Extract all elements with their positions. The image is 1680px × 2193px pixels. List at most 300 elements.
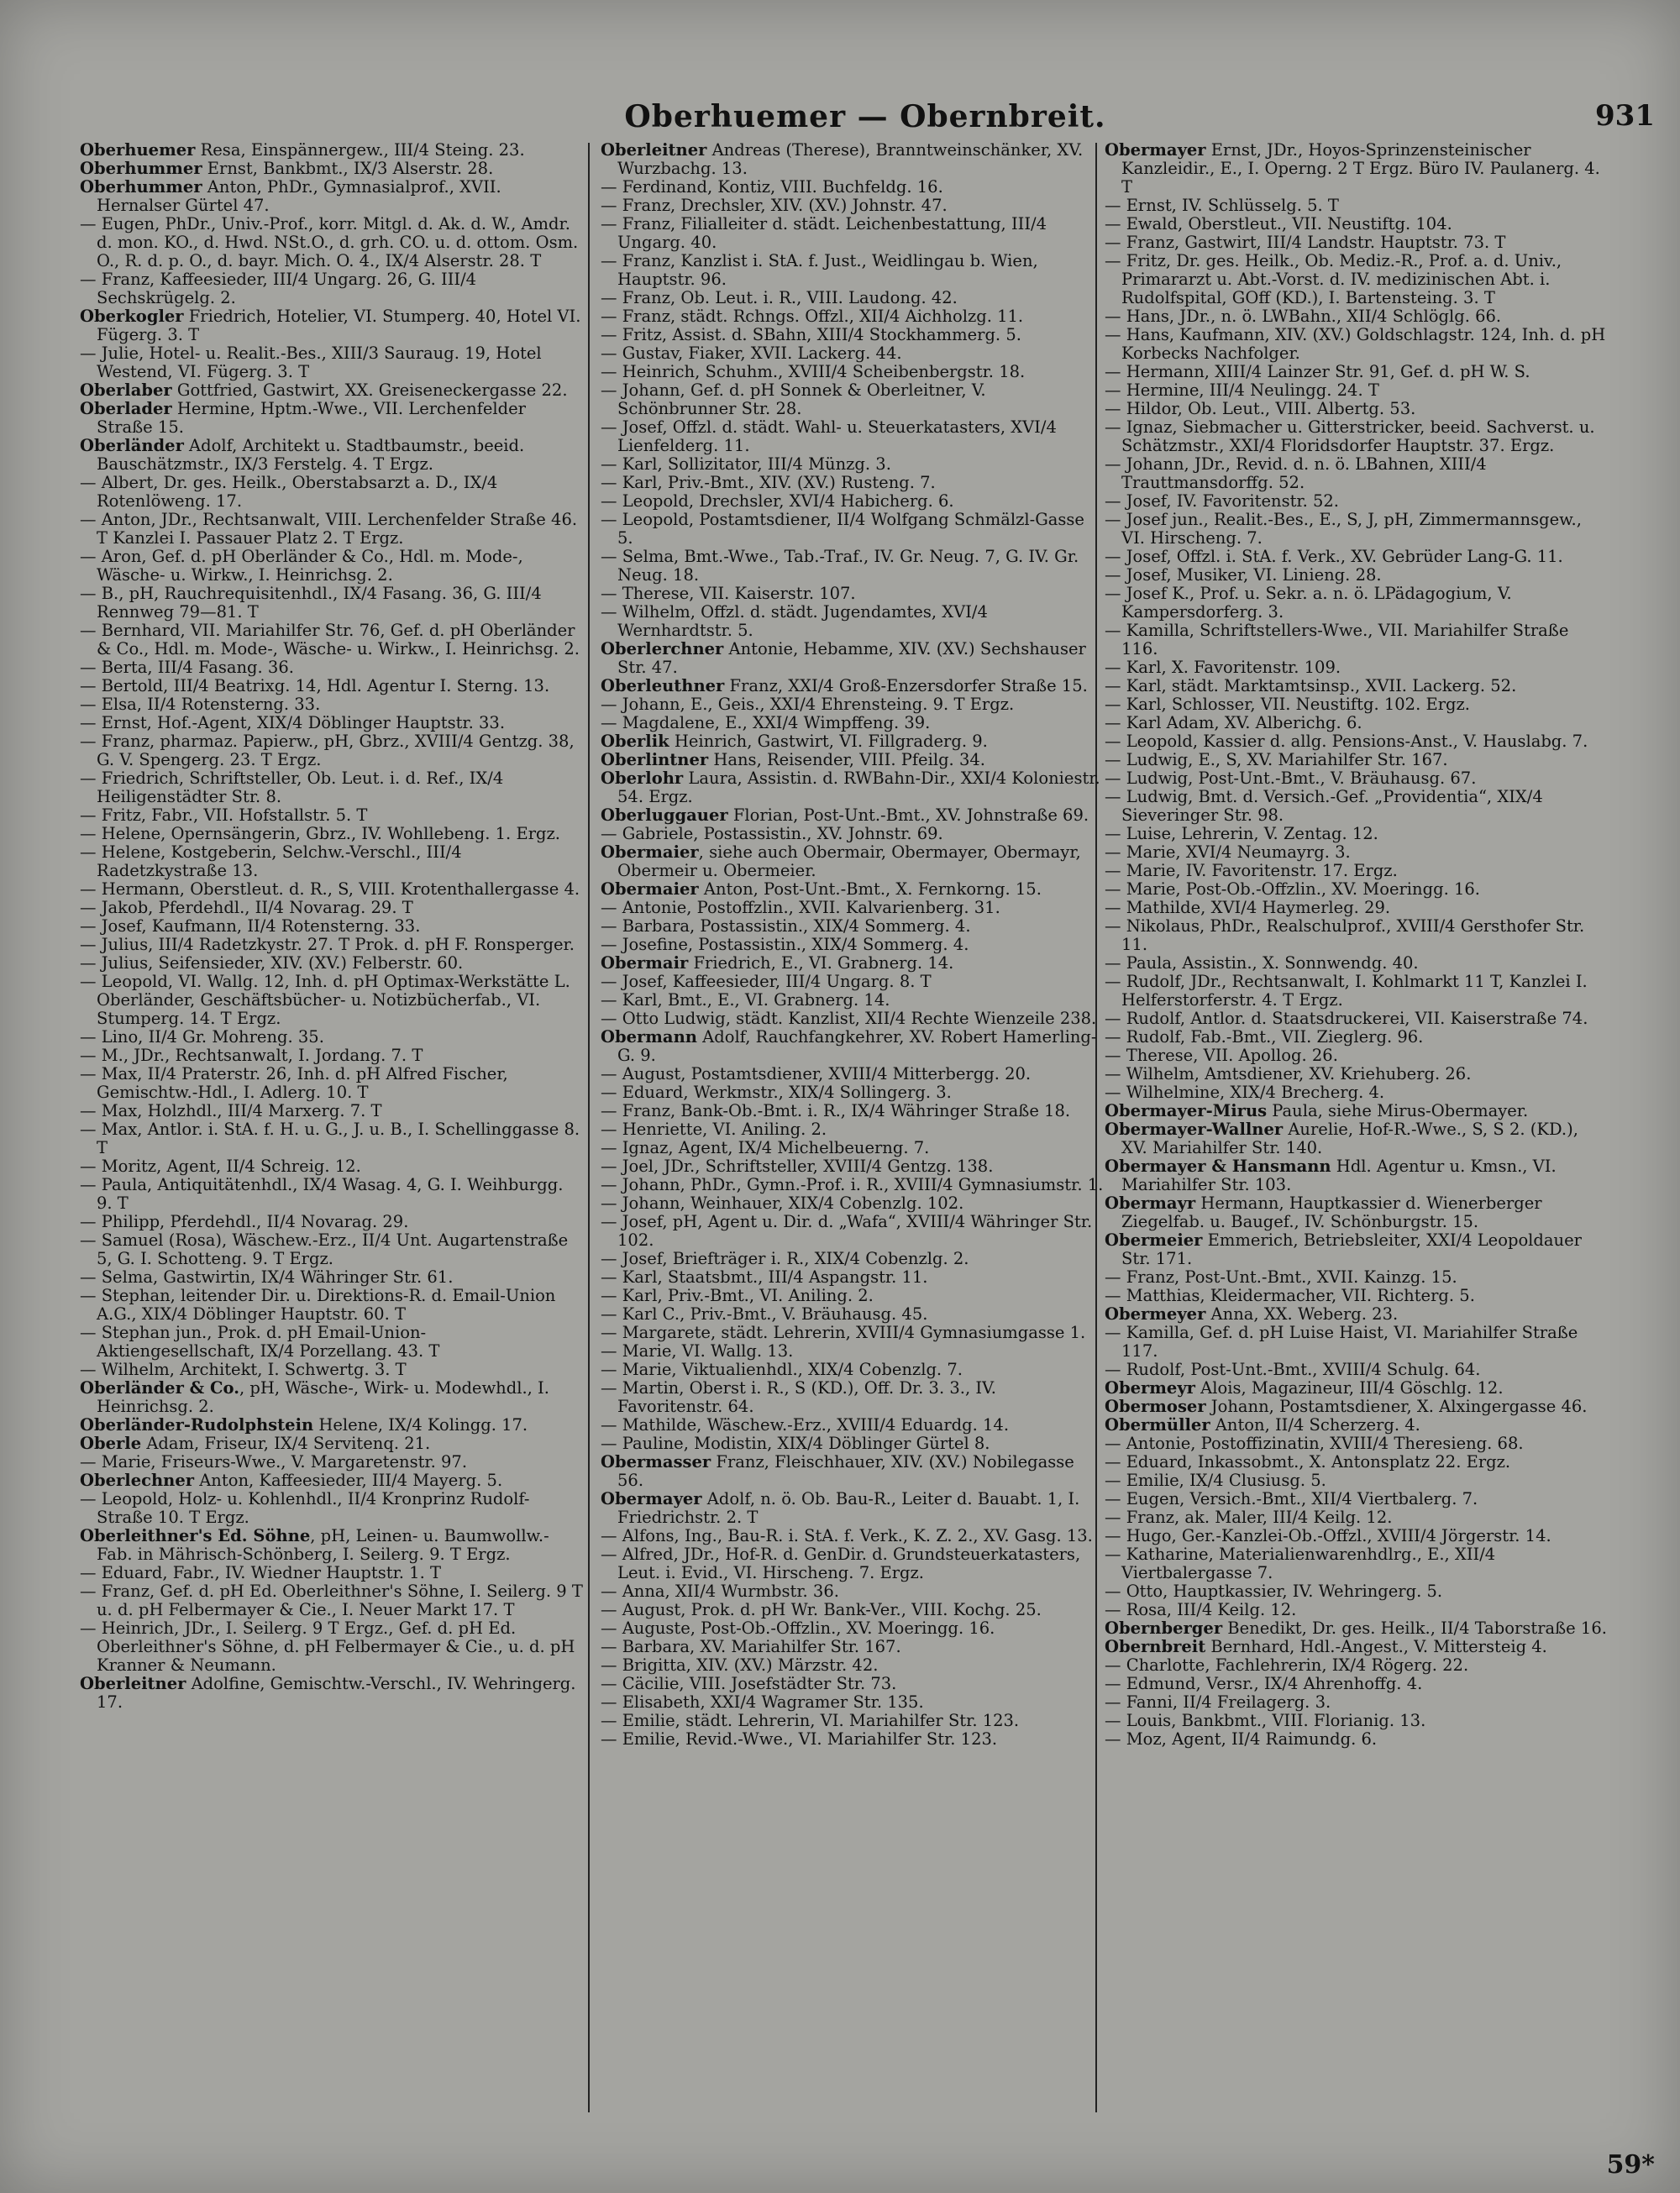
entry-text: — Hugo, Ger.-Kanzlei-Ob.-Offzl., XVIII/4 Jörgerstr. 14. <box>1105 1526 1551 1545</box>
directory-entry <box>601 1010 1105 1028</box>
entry-text: — Therese, VII. Apollog. 26. <box>1105 1046 1338 1065</box>
directory-entry <box>601 714 1105 732</box>
directory-entry <box>80 1472 584 1490</box>
entry-text: — Jakob, Pferdehdl., II/4 Novarag. 29. T <box>80 898 413 917</box>
entry-text: , pH, Leinen- u. Baumwollw.-Fab. in Mährisch-Schönberg, I. Seilerg. 9. T Ergz. <box>97 1526 549 1564</box>
directory-entry <box>601 1712 1105 1730</box>
entry-text: Ernst, Bankbmt., IX/3 Alserstr. 28. <box>202 159 494 178</box>
entry-text: — Stephan, leitender Dir. u. Direktions-R. d. Email-Union A.G., XIX/4 Döblinger Hauptstr. 60. T <box>80 1286 556 1324</box>
entry-text: — Eugen, Versich.-Bmt., XII/4 Viertbalerg. 7. <box>1105 1489 1478 1508</box>
entry-text: — Johann, Weinhauer, XIX/4 Cobenzlg. 102. <box>601 1194 964 1213</box>
directory-entry <box>601 1379 1105 1416</box>
directory-entry <box>601 917 1105 936</box>
entry-text: — Heinrich, JDr., I. Seilerg. 9 T Ergz., Gef. d. pH Ed. Oberleithner's Söhne, d. pH Felbermayer & Cie., u. d. pH Kranner & Neumann. <box>80 1619 575 1675</box>
directory-entry <box>1105 307 1609 326</box>
directory-entry <box>80 917 584 936</box>
entry-surname: Obermasser <box>601 1452 711 1472</box>
directory-entry <box>80 585 584 622</box>
directory-entry <box>1105 1028 1609 1047</box>
entry-text: Friedrich, Hotelier, VI. Stumperg. 40, Hotel VI. Fügerg. 3. T <box>97 307 581 344</box>
entry-text: — Ludwig, E., S, XV. Mariahilfer Str. 167. <box>1105 750 1448 769</box>
entry-text: — B., pH, Rauchrequisitenhdl., IX/4 Fasang. 36, G. III/4 Rennweg 79—81. T <box>80 584 542 622</box>
directory-entry <box>80 769 584 806</box>
entry-text: — Albert, Dr. ges. Heilk., Oberstabsarzt a. D., IX/4 Rotenlöweng. 17. <box>80 473 498 511</box>
entry-text: Adolf, Architekt u. Stadtbaumstr., beeid. Bauschätzmstr., IX/3 Ferstelg. 4. T Ergz. <box>97 436 525 474</box>
entry-text: — Franz, Ob. Leut. i. R., VIII. Laudong. 42. <box>601 288 958 307</box>
running-head: Oberhuemer — Obernbreit. <box>624 99 1106 134</box>
entry-text: — Helene, Opernsängerin, Gbrz., IV. Wohllebeng. 1. Ergz. <box>80 824 560 843</box>
entry-text: Ernst, JDr., Hoyos-Sprinzensteinischer Kanzleidir., E., I. Operng. 2 T Ergz. Büro IV. Paulanerg. 4. T <box>1121 141 1600 197</box>
directory-entry <box>1105 1194 1609 1231</box>
entry-text: Laura, Assistin. d. RWBahn-Dir., XXI/4 Koloniestr. 54. Ergz. <box>617 769 1100 806</box>
entry-text: — Johann, E., Geis., XXI/4 Ehrensteing. 9. T Ergz. <box>601 695 1015 714</box>
entry-text: — Karl, Bmt., E., VI. Grabnerg. 14. <box>601 990 890 1010</box>
entry-text: Franz, XXI/4 Groß-Enzersdorfer Straße 15. <box>724 676 1088 695</box>
directory-entry <box>1105 400 1609 418</box>
directory-entry <box>1105 677 1609 695</box>
directory-entry <box>601 677 1105 695</box>
entry-text: Adolf, n. ö. Ob. Bau-R., Leiter d. Bauabt. 1, I. Friedrichstr. 2. T <box>617 1489 1080 1527</box>
directory-entry <box>80 1028 584 1047</box>
directory-entry <box>80 474 584 511</box>
entry-text: — Josef, pH, Agent u. Dir. d. „Wafa“, XVIII/4 Währinger Str. 102. <box>601 1212 1093 1250</box>
directory-entry <box>601 1102 1105 1120</box>
directory-entry <box>80 511 584 548</box>
entry-surname: Oberhummer <box>80 159 202 178</box>
entry-text: Emmerich, Betriebsleiter, XXI/4 Leopoldauer Str. 171. <box>1121 1230 1582 1268</box>
directory-entry <box>80 1361 584 1379</box>
directory-entry <box>601 1435 1105 1453</box>
entry-text: Adolf, Rauchfangkehrer, XV. Robert Hamerling-G. 9. <box>617 1027 1097 1065</box>
directory-entry <box>1105 751 1609 769</box>
column-2 <box>601 141 1105 2115</box>
directory-entry <box>601 1324 1105 1342</box>
entry-surname: Oberländer-Rudolphstein <box>80 1415 314 1435</box>
entry-text: — Stephan jun., Prok. d. pH Email-Union-Aktiengesellschaft, IX/4 Porzellang. 43. T <box>80 1323 440 1361</box>
entry-text: — Josef K., Prof. u. Sekr. a. n. ö. LPädagogium, V. Kampersdorferg. 3. <box>1105 584 1512 622</box>
entry-text: — Kamilla, Gef. d. pH Luise Haist, VI. Mariahilfer Straße 117. <box>1105 1323 1578 1361</box>
entry-surname: Oberlerchner <box>601 639 724 658</box>
directory-entry <box>80 178 584 215</box>
entry-text: — Aron, Gef. d. pH Oberländer & Co., Hdl. m. Mode-, Wäsche- u. Wirkw., I. Heinrichsg. 2. <box>80 547 523 585</box>
directory-entry <box>601 492 1105 511</box>
directory-entry <box>80 825 584 843</box>
entry-text: — Antonie, Postoffizinatin, XVIII/4 Theresieng. 68. <box>1105 1434 1524 1453</box>
entry-surname: Oberluggauer <box>601 805 728 825</box>
entry-text: — Joel, JDr., Schriftsteller, XVIII/4 Gentzg. 138. <box>601 1157 994 1176</box>
entry-text: — Matthias, Kleidermacher, VII. Richterg. 5. <box>1105 1286 1475 1305</box>
sheet-signature: 59* <box>1606 2150 1655 2180</box>
entry-text: — Barbara, Postassistin., XIX/4 Sommerg. 4. <box>601 916 971 936</box>
entry-text: — Anton, JDr., Rechtsanwalt, VIII. Lerchenfelder Straße 46. T Kanzlei I. Passauer Platz 2. T Ergz. <box>80 510 578 548</box>
entry-text: — Leopold, VI. Wallg. 12, Inh. d. pH Optimax-Werkstätte L. Oberländer, Geschäftsbücher- u. Notizbücherfab., VI. Stumperg. 14. T Ergz. <box>80 972 570 1028</box>
directory-entry <box>601 363 1105 381</box>
entry-text: — Franz, pharmaz. Papierw., pH, Gbrz., XVIII/4 Gentzg. 38, G. V. Spengerg. 23. T Ergz. <box>80 732 575 769</box>
directory-entry <box>601 806 1105 825</box>
directory-entry <box>1105 825 1609 843</box>
directory-entry <box>601 1250 1105 1268</box>
entry-text: — Kamilla, Schriftstellers-Wwe., VII. Mariahilfer Straße 116. <box>1105 621 1569 658</box>
entry-text: — Friedrich, Schriftsteller, Ob. Leut. i. d. Ref., IX/4 Heiligenstädter Str. 8. <box>80 769 504 806</box>
entry-text: Andreas (Therese), Branntweinschänker, XV. Wurzbachg. 13. <box>617 141 1084 178</box>
entry-text: Anton, II/4 Scherzerg. 4. <box>1210 1415 1420 1435</box>
entry-text: Florian, Post-Unt.-Bmt., XV. Johnstraße 69. <box>727 805 1089 825</box>
directory-entry <box>80 1287 584 1324</box>
directory-entry <box>1105 326 1609 363</box>
entry-text: — Henriette, VI. Aniling. 2. <box>601 1120 827 1139</box>
entry-text: — Gabriele, Postassistin., XV. Johnstr. 69. <box>601 824 943 843</box>
entry-text: — Marie, XVI/4 Neumayrg. 3. <box>1105 842 1351 862</box>
directory-entry <box>1105 1527 1609 1545</box>
directory-entry <box>80 677 584 695</box>
entry-text: — Max, II/4 Praterstr. 26, Inh. d. pH Alfred Fischer, Gemischtw.-Hdl., I. Adlerg. 10. T <box>80 1064 508 1102</box>
entry-text: — Karl, Priv.-Bmt., XIV. (XV.) Rusteng. 7. <box>601 473 936 492</box>
entry-text: Adolfine, Gemischtw.-Verschl., IV. Wehringerg. 17. <box>97 1674 576 1712</box>
entry-text: — Johann, JDr., Revid. d. n. ö. LBahnen, XIII/4 Trauttmansdorffg. 52. <box>1105 454 1487 492</box>
directory-entry <box>601 1453 1105 1490</box>
directory-entry <box>1105 1398 1609 1416</box>
directory-entry <box>1105 418 1609 455</box>
directory-entry <box>1105 1675 1609 1693</box>
entry-text: — Karl, städt. Marktamtsinsp., XVII. Lackerg. 52. <box>1105 676 1517 695</box>
entry-text: — Wilhelm, Architekt, I. Schwertg. 3. T <box>80 1360 407 1379</box>
entry-text: — Franz, Drechsler, XIV. (XV.) Johnstr. 47. <box>601 196 948 215</box>
directory-entry <box>601 1176 1105 1194</box>
directory-entry <box>1105 1047 1609 1065</box>
directory-entry <box>1105 363 1609 381</box>
entry-text: — Margarete, städt. Lehrerin, XVIII/4 Gymnasiumgasse 1. <box>601 1323 1086 1342</box>
entry-text: — Otto Ludwig, städt. Kanzlist, XII/4 Rechte Wienzeile 238. <box>601 1009 1097 1028</box>
directory-entry <box>80 1157 584 1176</box>
entry-text: Heinrich, Gastwirt, VI. Fillgraderg. 9. <box>669 732 988 751</box>
directory-entry <box>1105 1416 1609 1435</box>
entry-text: — August, Prok. d. pH Wr. Bank-Ver., VIII. Kochg. 25. <box>601 1600 1042 1619</box>
entry-text: Franz, Fleischhauer, XIV. (XV.) Nobilegasse 56. <box>617 1452 1074 1490</box>
entry-text: — Karl, Staatsbmt., III/4 Aspangstr. 11. <box>601 1267 928 1287</box>
directory-entry <box>80 1564 584 1582</box>
entry-text: — Leopold, Kassier d. allg. Pensions-Anst., V. Hauslabg. 7. <box>1105 732 1588 751</box>
entry-text: Hans, Reisender, VIII. Pfeilg. 34. <box>708 750 985 769</box>
entry-text: — Ewald, Oberstleut., VII. Neustiftg. 104. <box>1105 214 1452 233</box>
entry-text: — Leopold, Postamtsdiener, II/4 Wolfgang Schmälzl-Gasse 5. <box>601 510 1084 548</box>
directory-entry <box>1105 1582 1609 1601</box>
entry-surname: Oberhuemer <box>80 141 196 160</box>
entry-text: — Nikolaus, PhDr., Realschulprof., XVIII/4 Gersthofer Str. 11. <box>1105 916 1585 954</box>
directory-entry <box>601 1213 1105 1250</box>
directory-entry <box>1105 788 1609 825</box>
entry-text: — Josef, Offzl. i. StA. f. Verk., XV. Gebrüder Lang-G. 11. <box>1105 547 1563 566</box>
entry-text: — Josef, Offzl. d. städt. Wahl- u. Steuerkatasters, XVI/4 Lienfelderg. 11. <box>601 417 1057 455</box>
directory-entry <box>601 1638 1105 1656</box>
directory-entry <box>80 658 584 677</box>
directory-entry <box>80 1416 584 1435</box>
directory-entry <box>601 1028 1105 1065</box>
entry-text: — Wilhelm, Offzl. d. städt. Jugendamtes, XVI/4 Wernhardtstr. 5. <box>601 602 988 640</box>
directory-entry <box>601 1139 1105 1157</box>
entry-surname: Obermüller <box>1105 1415 1210 1435</box>
directory-entry <box>601 1619 1105 1638</box>
entry-text: — Auguste, Post-Ob.-Offzlin., XV. Moeringg. 16. <box>601 1619 995 1638</box>
entry-text: Hermann, Hauptkassier d. Wienerberger Ziegelfab. u. Baugef., IV. Schönburgstr. 15. <box>1121 1194 1542 1231</box>
directory-entry <box>80 381 584 400</box>
directory-entry <box>601 1361 1105 1379</box>
directory-entry <box>601 1305 1105 1324</box>
directory-entry <box>80 1619 584 1675</box>
directory-entry <box>601 178 1105 197</box>
entry-surname: Oberle <box>80 1434 142 1453</box>
entry-text: — Rudolf, Fab.-Bmt., VII. Zieglerg. 96. <box>1105 1027 1424 1047</box>
entry-text: — Marie, VI. Wallg. 13. <box>601 1341 794 1361</box>
entry-text: — Eduard, Inkassobmt., X. Antonsplatz 22. Ergz. <box>1105 1452 1511 1472</box>
entry-text: — Therese, VII. Kaiserstr. 107. <box>601 584 856 603</box>
entry-text: — Karl C., Priv.-Bmt., V. Bräuhausg. 45. <box>601 1304 928 1324</box>
entry-text: — Katharine, Materialienwarenhdlrg., E., XII/4 Viertbalergasse 7. <box>1105 1545 1496 1582</box>
directory-entry <box>1105 548 1609 566</box>
entry-text: — Franz, Bank-Ob.-Bmt. i. R., IX/4 Währinger Straße 18. <box>601 1101 1071 1120</box>
directory-entry <box>80 1435 584 1453</box>
entry-surname: Oberlohr <box>601 769 684 788</box>
entry-text: Antonie, Hebamme, XIV. (XV.) Sechshauser Str. 47. <box>617 639 1086 677</box>
entry-text: — Rosa, III/4 Keilg. 12. <box>1105 1600 1297 1619</box>
entry-text: — Luise, Lehrerin, V. Zentag. 12. <box>1105 824 1378 843</box>
directory-entry <box>1105 1120 1609 1157</box>
entry-text: — Marie, IV. Favoritenstr. 17. Ergz. <box>1105 861 1398 880</box>
directory-entry <box>601 418 1105 455</box>
entry-text: — Paula, Antiquitätenhdl., IX/4 Wasag. 4, G. I. Weihburgg. 9. T <box>80 1175 564 1213</box>
entry-surname: Oberlechner <box>80 1471 195 1490</box>
entry-text: — Josef, IV. Favoritenstr. 52. <box>1105 491 1340 511</box>
entry-text: — Berta, III/4 Fasang. 36. <box>80 658 294 677</box>
entry-text: Anton, Post-Unt.-Bmt., X. Fernkorng. 15. <box>698 879 1042 899</box>
directory-entry <box>601 1527 1105 1545</box>
entry-text: Adam, Friseur, IX/4 Servitenq. 21. <box>141 1434 431 1453</box>
entry-text: — Magdalene, E., XXI/4 Wimpffeng. 39. <box>601 713 931 732</box>
directory-entry <box>80 548 584 585</box>
directory-entry <box>601 1194 1105 1213</box>
entry-text: — Anna, XII/4 Wurmbstr. 36. <box>601 1582 839 1601</box>
directory-entry <box>601 344 1105 363</box>
entry-text: — Fritz, Fabr., VII. Hofstallstr. 5. T <box>80 805 368 825</box>
entry-text: — Josefine, Postassistin., XIX/4 Sommerg. 4. <box>601 935 969 954</box>
directory-entry <box>1105 1361 1609 1379</box>
directory-entry <box>601 732 1105 751</box>
directory-entry <box>80 1453 584 1472</box>
directory-entry <box>1105 917 1609 954</box>
entry-text: — Franz, Post-Unt.-Bmt., XVII. Kainzg. 15. <box>1105 1267 1457 1287</box>
entry-text: — Selma, Bmt.-Wwe., Tab.-Traf., IV. Gr. Neug. 7, G. IV. Gr. Neug. 18. <box>601 547 1079 585</box>
entry-text: Anna, XX. Weberg. 23. <box>1205 1304 1399 1324</box>
entry-surname: Obermayer-Wallner <box>1105 1120 1284 1139</box>
entry-text: — Ferdinand, Kontiz, VIII. Buchfeldg. 16. <box>601 177 943 197</box>
entry-text: — Elsa, II/4 Rotensterng. 33. <box>80 695 321 714</box>
directory-entry <box>1105 1435 1609 1453</box>
entry-text: , pH, Wäsche-, Wirk- u. Modewhdl., I. Heinrichsg. 2. <box>97 1378 549 1416</box>
entry-text: — Elisabeth, XXI/4 Wagramer Str. 135. <box>601 1692 924 1712</box>
directory-entry <box>601 1675 1105 1693</box>
entry-text: — Eduard, Werkmstr., XIX/4 Sollingerg. 3. <box>601 1083 952 1102</box>
directory-entry <box>1105 658 1609 677</box>
entry-surname: Oberhummer <box>80 177 202 197</box>
entry-surname: Obermayr <box>1105 1194 1196 1213</box>
directory-entry <box>80 695 584 714</box>
directory-entry <box>80 1231 584 1268</box>
directory-entry <box>1105 1712 1609 1730</box>
entry-text: — Barbara, XV. Mariahilfer Str. 167. <box>601 1637 901 1656</box>
entry-surname: Obermayer & Hansmann <box>1105 1157 1331 1176</box>
directory-entry <box>601 973 1105 991</box>
directory-entry <box>601 603 1105 640</box>
directory-entry <box>1105 1508 1609 1527</box>
directory-entry <box>601 1545 1105 1582</box>
entry-surname: Oberländer <box>80 436 184 455</box>
directory-entry <box>80 400 584 437</box>
directory-entry <box>1105 511 1609 548</box>
entry-text: — Fanni, II/4 Freilagerg. 3. <box>1105 1692 1331 1712</box>
directory-entry <box>601 1120 1105 1139</box>
directory-entry <box>601 899 1105 917</box>
entry-text: — August, Postamtsdiener, XVIII/4 Mitterbergg. 20. <box>601 1064 1032 1083</box>
directory-entry <box>601 252 1105 289</box>
directory-entry <box>1105 1656 1609 1675</box>
entry-text: — Selma, Gastwirtin, IX/4 Währinger Str. 61. <box>80 1267 454 1287</box>
entry-text: — Antonie, Postoffzlin., XVII. Kalvarienberg. 31. <box>601 898 1000 917</box>
entry-text: Gottfried, Gastwirt, XX. Greiseneckergasse 22. <box>171 380 568 400</box>
directory-entry <box>601 843 1105 880</box>
entry-text: Benedikt, Dr. ges. Heilk., II/4 Taborstraße 16. <box>1222 1619 1607 1638</box>
page-number: 931 <box>1595 99 1655 133</box>
directory-entry <box>601 1342 1105 1361</box>
entry-surname: Obermann <box>601 1027 697 1047</box>
entry-text: — Leopold, Drechsler, XVI/4 Habicherg. 6. <box>601 491 954 511</box>
directory-entry <box>601 825 1105 843</box>
directory-entry <box>1105 1545 1609 1582</box>
directory-entry <box>1105 1324 1609 1361</box>
directory-entry <box>601 585 1105 603</box>
directory-entry <box>1105 585 1609 622</box>
directory-entry <box>1105 843 1609 862</box>
directory-entry <box>80 1268 584 1287</box>
directory-entry <box>1105 1065 1609 1083</box>
directory-entry <box>601 1416 1105 1435</box>
entry-text: — Franz, Gastwirt, III/4 Landstr. Hauptstr. 73. T <box>1105 233 1506 252</box>
entry-text: — Alfons, Ing., Bau-R. i. StA. f. Verk., K. Z. 2., XV. Gasg. 13. <box>601 1526 1093 1545</box>
directory-entry <box>80 806 584 825</box>
entry-surname: Obermayer-Mirus <box>1105 1101 1268 1120</box>
entry-text: — Emilie, städt. Lehrerin, VI. Mariahilfer Str. 123. <box>601 1711 1020 1730</box>
entry-text: — Rudolf, Antlor. d. Staatsdruckerei, VII. Kaiserstraße 74. <box>1105 1009 1588 1028</box>
directory-entry <box>601 954 1105 973</box>
directory-entry <box>80 1065 584 1102</box>
entry-text: — Louis, Bankbmt., VIII. Florianig. 13. <box>1105 1711 1426 1730</box>
directory-entry <box>1105 1730 1609 1749</box>
entry-text: — Marie, Post-Ob.-Offzlin., XV. Moeringg. 16. <box>1105 879 1480 899</box>
directory-entry <box>601 548 1105 585</box>
entry-text: — Josef, Briefträger i. R., XIX/4 Cobenzlg. 2. <box>601 1249 969 1268</box>
entry-text: — Josef, Musiker, VI. Linieng. 28. <box>1105 565 1382 585</box>
entry-surname: Obermaier <box>601 879 699 899</box>
entry-text: — Josef jun., Realit.-Bes., E., S, J, pH, Zimmermannsgew., VI. Hirscheng. 7. <box>1105 510 1582 548</box>
entry-surname: Obermayer <box>601 1489 702 1508</box>
entry-text: — Bertold, III/4 Beatrixg. 14, Hdl. Agentur I. Sterng. 13. <box>80 676 550 695</box>
entry-text: Hdl. Agentur u. Kmsn., VI. Mariahilfer Str. 103. <box>1121 1157 1557 1194</box>
entry-text: — Hans, JDr., n. ö. LWBahn., XII/4 Schlöglg. 66. <box>1105 307 1502 326</box>
directory-entry <box>80 437 584 474</box>
entry-text: — Leopold, Holz- u. Kohlenhdl., II/4 Kronprinz Rudolf-Straße 10. T Ergz. <box>80 1489 530 1527</box>
directory-entry <box>80 899 584 917</box>
entry-text: — Karl, Schlosser, VII. Neustiftg. 102. Ergz. <box>1105 695 1470 714</box>
entry-surname: Oberlik <box>601 732 669 751</box>
entry-text: — Emilie, Revid.-Wwe., VI. Mariahilfer Str. 123. <box>601 1729 998 1749</box>
directory-entry <box>80 1582 584 1619</box>
entry-text: — Heinrich, Schuhm., XVIII/4 Scheibenbergstr. 18. <box>601 362 1026 381</box>
entry-text: — Brigitta, XIV. (XV.) Märzstr. 42. <box>601 1655 879 1675</box>
directory-entry <box>1105 973 1609 1010</box>
directory-entry <box>80 307 584 344</box>
entry-surname: Oberlaber <box>80 380 172 400</box>
directory-entry <box>80 215 584 270</box>
entry-text: — Marie, Friseurs-Wwe., V. Margaretenstr. 97. <box>80 1452 468 1472</box>
entry-text: , siehe auch Obermair, Obermayer, Obermayr, Obermeir u. Obermeier. <box>617 842 1081 880</box>
directory-entry <box>1105 1010 1609 1028</box>
entry-text: — Hans, Kaufmann, XIV. (XV.) Goldschlagstr. 124, Inh. d. pH Korbecks Nachfolger. <box>1105 325 1606 363</box>
directory-entry <box>601 289 1105 307</box>
entry-surname: Obermoser <box>1105 1397 1206 1416</box>
entry-text: — Josef, Kaufmann, II/4 Rotensterng. 33. <box>80 916 421 936</box>
directory-entry <box>1105 1083 1609 1102</box>
column-1 <box>80 141 584 2115</box>
directory-entry <box>80 1047 584 1065</box>
entry-text: Resa, Einspännergew., III/4 Steing. 23. <box>195 141 525 160</box>
directory-entry <box>601 769 1105 806</box>
entry-text: — Karl, X. Favoritenstr. 109. <box>1105 658 1341 677</box>
entry-text: Hermine, Hptm.-Wwe., VII. Lerchenfelder Straße 15. <box>97 399 526 437</box>
directory-entry <box>601 880 1105 899</box>
entry-text: — Ignaz, Agent, IX/4 Michelbeuerng. 7. <box>601 1138 930 1157</box>
entry-surname: Obernbreit <box>1105 1637 1206 1656</box>
entry-text: — Ernst, Hof.-Agent, XIX/4 Döblinger Hauptstr. 33. <box>80 713 506 732</box>
directory-entry <box>1105 1619 1609 1638</box>
directory-entry <box>1105 492 1609 511</box>
directory-entry <box>1105 1102 1609 1120</box>
directory-entry <box>1105 732 1609 751</box>
directory-entry <box>80 936 584 954</box>
entry-text: Paula, siehe Mirus-Obermayer. <box>1267 1101 1529 1120</box>
entry-text: — Paula, Assistin., X. Sonnwendg. 40. <box>1105 953 1419 973</box>
entry-text: — Cäcilie, VIII. Josefstädter Str. 73. <box>601 1674 897 1693</box>
entry-text: — Charlotte, Fachlehrerin, IX/4 Rögerg. 22. <box>1105 1655 1469 1675</box>
entry-text: — Wilhelm, Amtsdiener, XV. Kriehuberg. 26. <box>1105 1064 1472 1083</box>
directory-entry <box>601 307 1105 326</box>
entry-text: — M., JDr., Rechtsanwalt, I. Jordang. 7. T <box>80 1046 423 1065</box>
directory-entry <box>1105 954 1609 973</box>
entry-text: — Julius, III/4 Radetzkystr. 27. T Prok. d. pH F. Ronsperger. <box>80 935 575 954</box>
entry-text: — Johann, Gef. d. pH Sonnek & Oberleitner, V. Schönbrunner Str. 28. <box>601 380 986 418</box>
directory-entry <box>80 1527 584 1564</box>
entry-surname: Obermeyer <box>1105 1304 1206 1324</box>
directory-entry <box>80 1675 584 1712</box>
entry-text: — Emilie, IX/4 Clusiusg. 5. <box>1105 1471 1326 1490</box>
entry-text: — Otto, Hauptkassier, IV. Wehringerg. 5. <box>1105 1582 1443 1601</box>
directory-entry <box>1105 1693 1609 1712</box>
directory-entry <box>80 1379 584 1416</box>
directory-entry <box>1105 1638 1609 1656</box>
entry-text: — Marie, Viktualienhdl., XIX/4 Cobenzlg. 7. <box>601 1360 963 1379</box>
directory-entry <box>601 1157 1105 1176</box>
directory-entry <box>601 215 1105 252</box>
entry-text: — Franz, Kanzlist i. StA. f. Just., Weidlingau b. Wien, Hauptstr. 96. <box>601 251 1038 289</box>
entry-text: — Karl, Priv.-Bmt., VI. Aniling. 2. <box>601 1286 874 1305</box>
directory-entry <box>1105 1157 1609 1194</box>
